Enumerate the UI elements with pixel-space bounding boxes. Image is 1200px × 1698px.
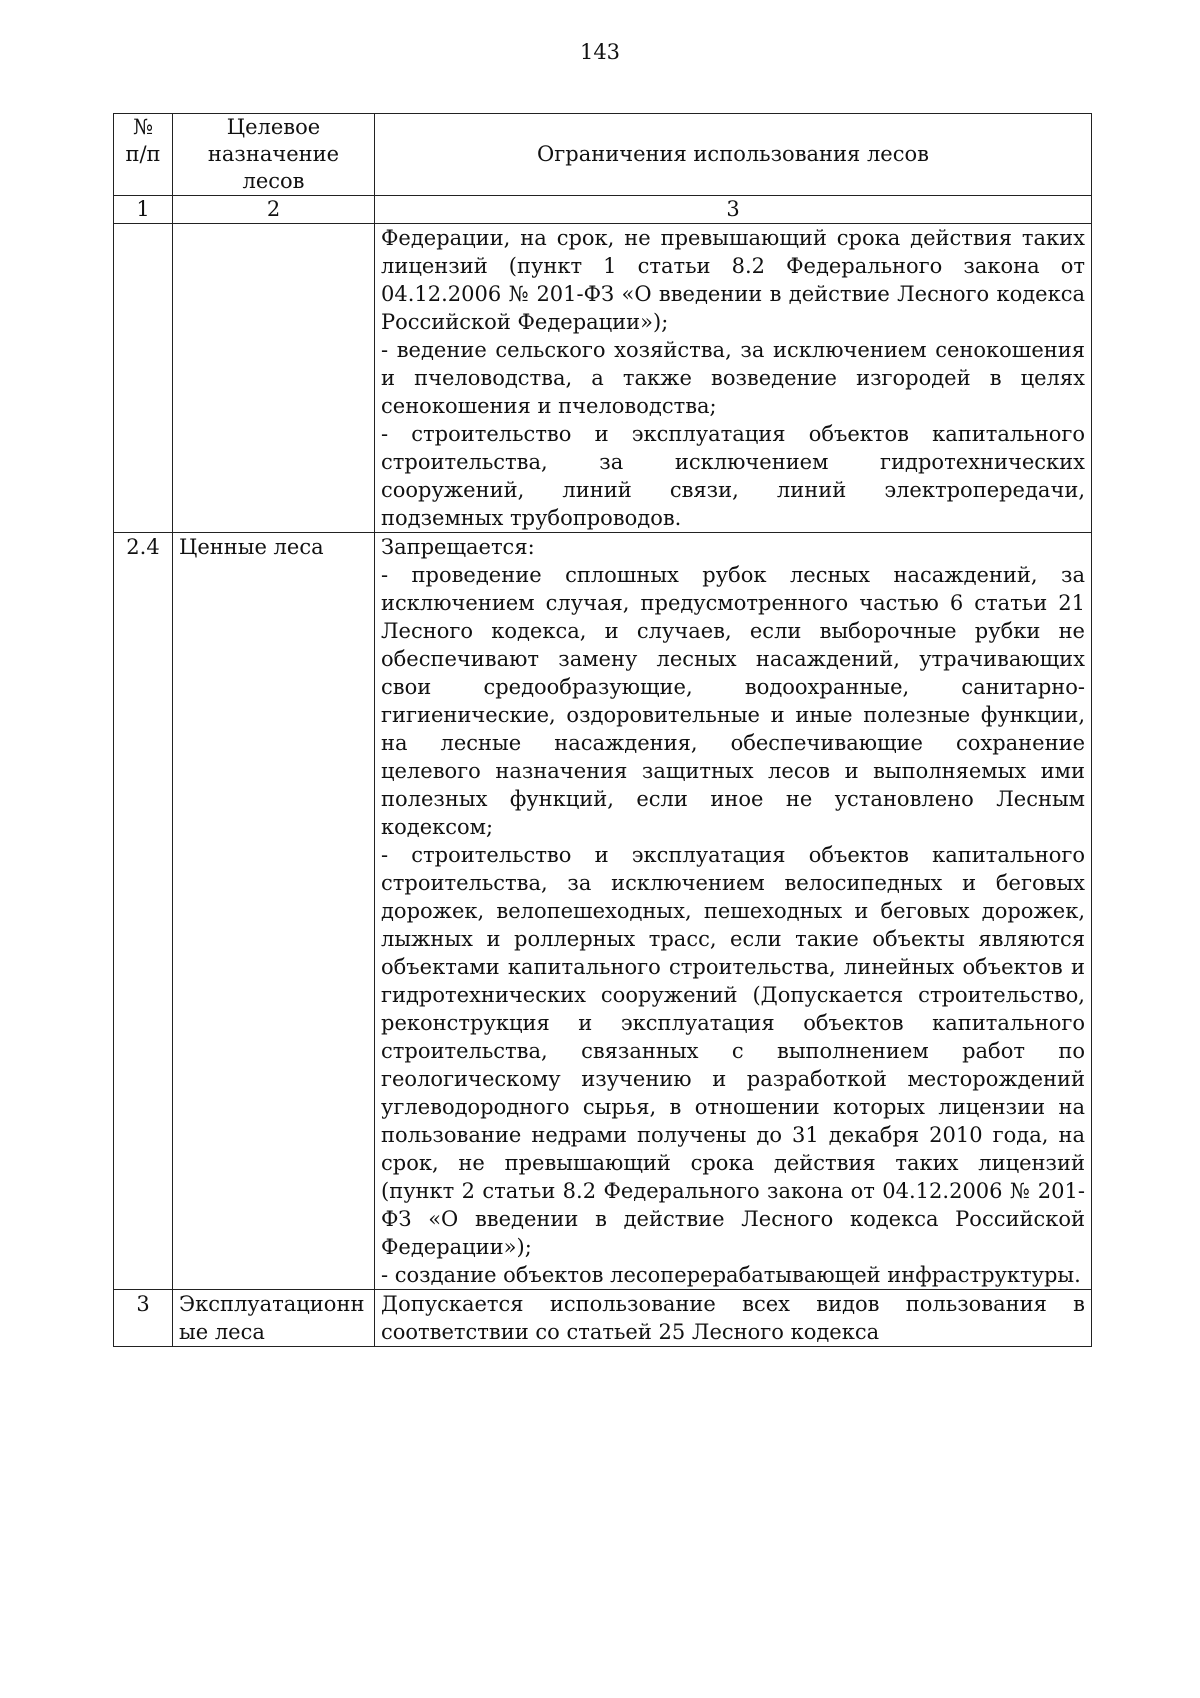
row-purpose: [173, 1290, 375, 1347]
table-header-row: [114, 114, 1092, 196]
column-number-2: 2: [173, 196, 375, 224]
row-purpose-line1: Эксплуатационн: [179, 1292, 365, 1316]
header-purpose-line2: назначение лесов: [207, 142, 340, 193]
row-restrictions: [375, 224, 1092, 533]
table-row: [114, 533, 1092, 1290]
restriction-paragraph: - ведение сельского хозяйства, за исключением сенокошения и пчеловодства, а также возведение изгородей в целях сенокошения и пчеловодства;: [381, 338, 1085, 418]
header-purpose-line1: Целевое: [226, 115, 321, 139]
column-number-1: 1: [114, 196, 173, 224]
restriction-paragraph: - строительство и эксплуатация объектов капитального строительства, за исключением гидротехнических сооружений, линий связи, линий электропередачи, подземных трубопроводов.: [381, 422, 1085, 530]
header-number-line1: №: [133, 115, 153, 139]
restriction-paragraph: - создание объектов лесоперерабатывающей инфраструктуры.: [381, 1263, 1081, 1287]
restriction-paragraph: Допускается использование всех видов пользования в соответствии со статьей 25 Лесного кодекса: [381, 1292, 1085, 1344]
row-number: 2.4: [114, 533, 173, 1290]
row-purpose-line2: ые леса: [179, 1320, 265, 1344]
forest-restrictions-table: [113, 113, 1092, 1347]
header-restrictions: Ограничения использования лесов: [375, 114, 1092, 196]
table-row: [114, 1290, 1092, 1347]
row-number: [114, 224, 173, 533]
row-purpose: Ценные леса: [173, 533, 375, 1290]
row-restrictions: [375, 1290, 1092, 1347]
column-number-3: 3: [375, 196, 1092, 224]
row-purpose: [173, 224, 375, 533]
row-number: 3: [114, 1290, 173, 1347]
header-purpose: [173, 114, 375, 196]
column-number-row: [114, 196, 1092, 224]
row-restrictions: [375, 533, 1092, 1290]
restriction-paragraph: Федерации, на срок, не превышающий срока действия таких лицензий (пункт 1 статьи 8.2 Федерального закона от 04.12.2006 № 201-ФЗ «О введении в действие Лесного кодекса Российской Федерации»);: [381, 226, 1085, 334]
restriction-paragraph: - проведение сплошных рубок лесных насаждений, за исключением случая, предусмотренного частью 6 статьи 21 Лесного кодекса, и случаев, если выборочные рубки не обеспечивают замену лесных насаждений, утрачивающих свои средообразующие, водоохранные, санитарно-гигиенические, оздоровительные и иные полезные функции, на лесные насаждения, обеспечивающие сохранение целевого назначения защитных лесов и выполняемых ими полезных функций, если иное не установлено Лесным кодексом;: [381, 563, 1085, 839]
restriction-paragraph: - строительство и эксплуатация объектов капитального строительства, за исключением велосипедных и беговых дорожек, велопешеходных, пешеходных и беговых дорожек, лыжных и роллерных трасс, если такие объекты являются объектами капитального строительства, линейных объектов и гидротехнических сооружений (Допускается строительство, реконструкция и эксплуатация объектов капитального строительства, связанных с выполнением работ по геологическому изучению и разработкой месторождений углеводородного сырья, в отношении которых лицензии на пользование недрами получены до 31 декабря 2010 года, на срок, не превышающий срока действия таких лицензий (пункт 2 статьи 8.2 Федерального закона от 04.12.2006 № 201-ФЗ «О введении в действие Лесного кодекса Российской Федерации»);: [381, 843, 1085, 1259]
restriction-paragraph: Запрещается:: [381, 535, 535, 559]
table-row: [114, 224, 1092, 533]
header-number: [114, 114, 173, 196]
page-number: 143: [579, 40, 621, 64]
header-number-line2: п/п: [125, 142, 161, 166]
